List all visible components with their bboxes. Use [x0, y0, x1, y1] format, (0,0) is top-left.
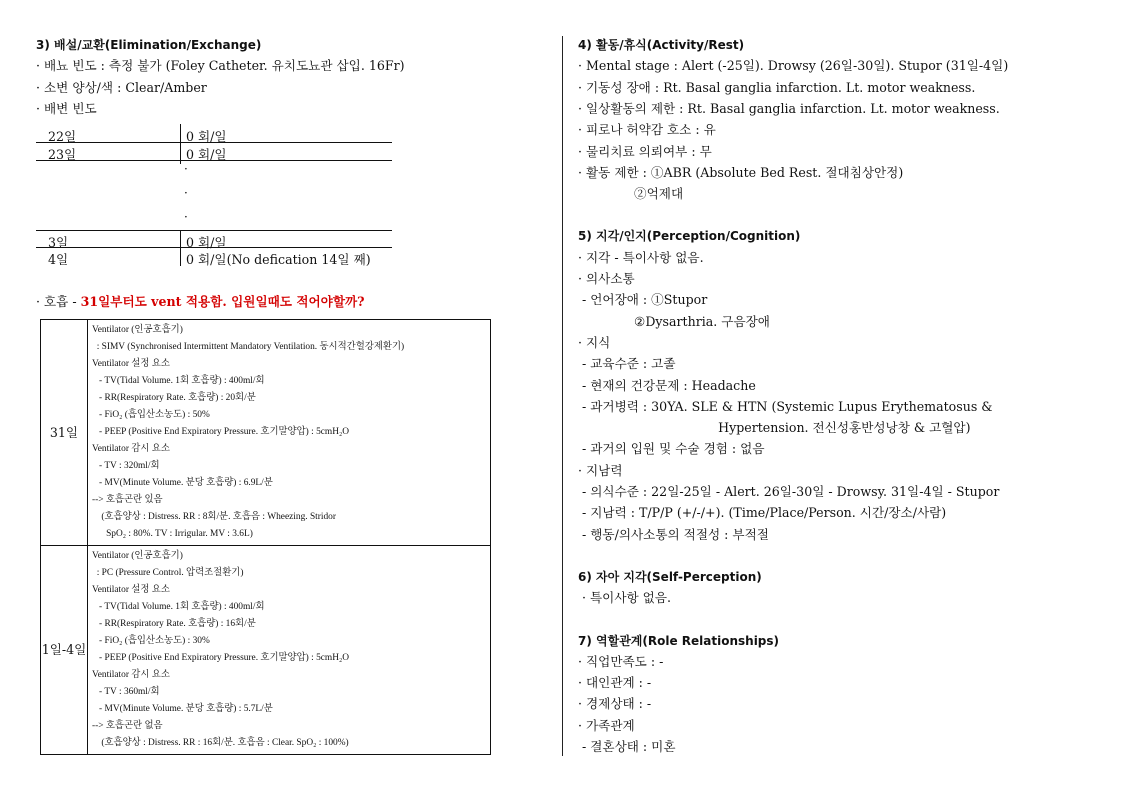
- ventilator-row: [41, 320, 491, 546]
- detail-line: - TV(Tidal Volume. 1회 호흡량) : 400ml/회: [92, 602, 265, 612]
- stool-value: 0 회/일(No defication 14일 째): [186, 252, 371, 267]
- detail-line: (호흡양상 : Distress. RR : 16회/분. 호흡음 : Clear. SpO₂ : 100%): [92, 738, 349, 748]
- text-line: ②억제대: [578, 186, 684, 202]
- section-heading: 7) 역할관계(Role Relationships): [578, 633, 780, 648]
- section-heading: 4) 활동/휴식(Activity/Rest): [578, 38, 745, 52]
- detail-line: --> 호흡곤란 있음: [92, 495, 163, 505]
- text-line: · 경제상태 : -: [578, 696, 652, 712]
- detail-line: --> 호흡곤란 없음: [92, 721, 163, 731]
- detail-line: Ventilator 설정 요소: [92, 585, 170, 595]
- detail-line: Ventilator 감시 요소: [92, 670, 170, 680]
- text-line: · 일상활동의 제한 : Rt. Basal ganglia infarction. Lt. motor weakness.: [578, 100, 1000, 116]
- ventilator-day: 31일: [41, 320, 88, 546]
- detail-line: - MV(Minute Volume. 분당 호흡량) : 6.9L/분: [92, 478, 273, 488]
- stool-day: 22일: [48, 129, 77, 144]
- detail-line: - TV(Tidal Volume. 1회 호흡량) : 400ml/회: [92, 376, 265, 386]
- respiration-line: [36, 294, 365, 310]
- detail-line: - TV : 360ml/회: [92, 687, 160, 697]
- stool-row: [36, 232, 392, 248]
- text-line: - 과거의 입원 및 수술 경험 : 없음: [578, 441, 765, 457]
- detail-line: (호흡양상 : Distress. RR : 8회/분. 호흡음 : Wheezing. Stridor: [92, 512, 336, 522]
- text-line: · 기동성 장애 : Rt. Basal ganglia infarction. Lt. motor weakness.: [578, 79, 976, 95]
- stool-day: 4일: [48, 252, 69, 267]
- urine-frequency: · 배뇨 빈도 : 측정 불가 (Foley Catheter. 유치도뇨관 삽입. 16Fr): [36, 58, 405, 73]
- detail-line: Ventilator (인공호흡기): [92, 325, 183, 335]
- column-divider: [562, 36, 563, 756]
- elimination-heading: 3) 배설/교환(Elimination/Exchange): [36, 38, 262, 52]
- text-line: · 지남력: [578, 462, 623, 478]
- text-line: - 결혼상태 : 미혼: [578, 739, 676, 754]
- text-line: · 대인관계 : -: [578, 675, 652, 691]
- stool-value: 0 회/일: [186, 129, 227, 144]
- text-line: - 지남력 : T/P/P (+/-/+). (Time/Place/Person. 시간/장소/사람): [578, 505, 947, 521]
- ellipsis-dot: ·: [184, 186, 188, 200]
- detail-line: - FiO₂ (흡입산소농도) : 50%: [92, 410, 210, 420]
- respiration-note: 31일부터도 vent 적용함. 입원일때도 적어야할까?: [80, 294, 365, 309]
- detail-line: Ventilator 감시 요소: [92, 444, 170, 454]
- detail-line: : SIMV (Synchronised Intermittent Mandatory Ventilation. 동시적간헐강제환기): [92, 342, 405, 352]
- stool-value: 0 회/일: [186, 235, 227, 250]
- detail-line: - FiO₂ (흡입산소농도) : 30%: [92, 636, 210, 646]
- detail-line: - RR(Respiratory Rate. 호흡량) : 20회/분: [92, 393, 256, 403]
- text-line: · 가족관계: [578, 717, 635, 733]
- text-line: - 행동/의사소통의 적절성 : 부적절: [578, 526, 769, 542]
- detail-line: - PEEP (Positive End Expiratory Pressure. 호기말양압) : 5cmH₂O: [92, 427, 350, 437]
- stool-table-rule: [36, 230, 392, 231]
- stool-row: [36, 144, 392, 160]
- ventilator-details: [88, 320, 491, 546]
- text-line: - 언어장애 : ①Stupor: [578, 292, 708, 308]
- detail-line: - RR(Respiratory Rate. 호흡량) : 16회/분: [92, 619, 256, 629]
- text-line: · 직업만족도 : -: [578, 653, 664, 669]
- ventilator-details: [88, 546, 491, 755]
- text-line: - 과거병력 : 30YA. SLE & HTN (Systemic Lupus Erythematosus &: [578, 398, 993, 414]
- detail-line: - TV : 320ml/회: [92, 461, 160, 471]
- section-heading: 5) 지각/인지(Perception/Cognition): [578, 229, 801, 244]
- ventilator-row: [41, 546, 491, 755]
- text-line: - 현재의 건강문제 : Headache: [578, 377, 756, 393]
- detail-line: - MV(Minute Volume. 분당 호흡량) : 5.7L/분: [92, 704, 273, 714]
- ventilator-day: 1일-4일: [41, 546, 88, 755]
- respiration-label: · 호흡 -: [36, 294, 81, 309]
- detail-line: SpO₂ : 80%. TV : Irrigular. MV : 3.6L): [92, 529, 253, 539]
- text-line: · 물리치료 의뢰여부 : 무: [578, 143, 712, 159]
- stool-day: 3일: [48, 235, 69, 250]
- ventilator-table: [40, 319, 491, 755]
- text-line: · 특이사항 없음.: [578, 590, 672, 606]
- stool-frequency-label: · 배변 빈도: [36, 101, 97, 116]
- text-line: · 활동 제한 : ①ABR (Absolute Bed Rest. 절대침상안정): [578, 164, 904, 180]
- text-line: · Mental stage : Alert (-25일). Drowsy (26일-30일). Stupor (31일-4일): [578, 58, 1009, 74]
- detail-line: - PEEP (Positive End Expiratory Pressure. 호기말양압) : 5cmH₂O: [92, 653, 350, 663]
- text-line: - 의식수준 : 22일-25일 - Alert. 26일-30일 - Drowsy. 31일-4일 - Stupor: [578, 484, 1000, 499]
- stool-value: 0 회/일: [186, 147, 227, 162]
- text-line: · 지식: [578, 334, 611, 350]
- text-line: ②Dysarthria. 구음장애: [578, 313, 770, 329]
- detail-line: : PC (Pressure Control. 압력조절환기): [92, 568, 244, 578]
- detail-line: Ventilator (인공호흡기): [92, 551, 183, 561]
- section-heading: 6) 자아 지각(Self-Perception): [578, 569, 762, 584]
- detail-line: Ventilator 설정 요소: [92, 359, 170, 369]
- text-line: · 지각 - 특이사항 없음.: [578, 249, 704, 265]
- text-line: Hypertension. 전신성홍반성낭창 & 고혈압): [578, 420, 971, 436]
- urine-color: · 소변 양상/색 : Clear/Amber: [36, 80, 207, 95]
- text-line: · 피로나 허약감 호소 : 유: [578, 122, 716, 138]
- text-line: · 의사소통: [578, 271, 635, 286]
- stool-day: 23일: [48, 147, 77, 162]
- ellipsis-dot: ·: [184, 162, 188, 176]
- text-line: - 교육수준 : 고졸: [578, 356, 676, 372]
- stool-row: [36, 249, 392, 265]
- stool-row: [36, 126, 392, 142]
- ellipsis-dot: ·: [184, 210, 188, 224]
